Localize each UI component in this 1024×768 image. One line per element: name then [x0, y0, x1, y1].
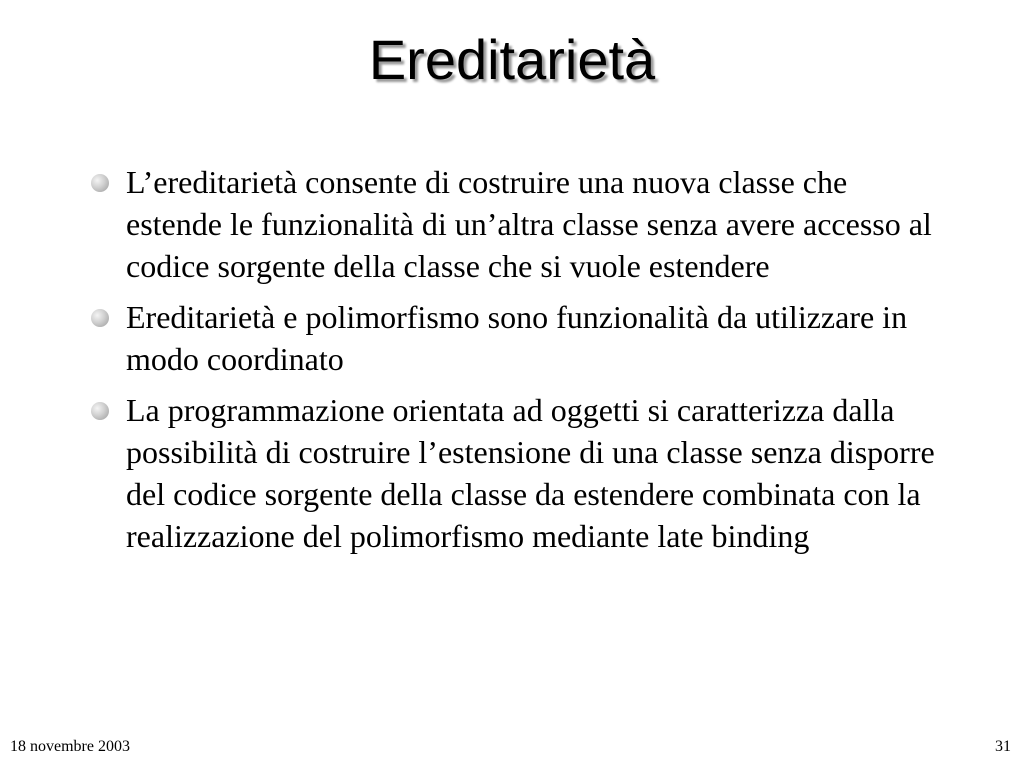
- bullet-text: L’ereditarietà consente di costruire una nuova classe che estende le funzionalità di un’altra classe senza avere accesso al codice sorgente della classe che si vuole estendere: [126, 164, 932, 284]
- bullet-item: [91, 161, 951, 287]
- page-number: 31: [995, 738, 1011, 755]
- bullet-icon: [91, 402, 109, 420]
- slide-title: Ereditarietà: [368, 28, 656, 91]
- bullet-text: Ereditarietà e polimorfismo sono funzionalità da utilizzare in modo coordinato: [126, 299, 908, 377]
- footer-date: 18 novembre 2003: [10, 738, 130, 755]
- bullet-item: [91, 389, 951, 557]
- bullet-list: [91, 161, 951, 566]
- bullet-text: La programmazione orientata ad oggetti si caratterizza dalla possibilità di costruire l’estensione di una classe senza disporre del codice sorgente della classe da estendere combinata con la realizzazione del polimorfismo mediante late binding: [126, 392, 935, 554]
- bullet-icon: [91, 309, 109, 327]
- bullet-item: [91, 296, 951, 380]
- bullet-icon: [91, 174, 109, 192]
